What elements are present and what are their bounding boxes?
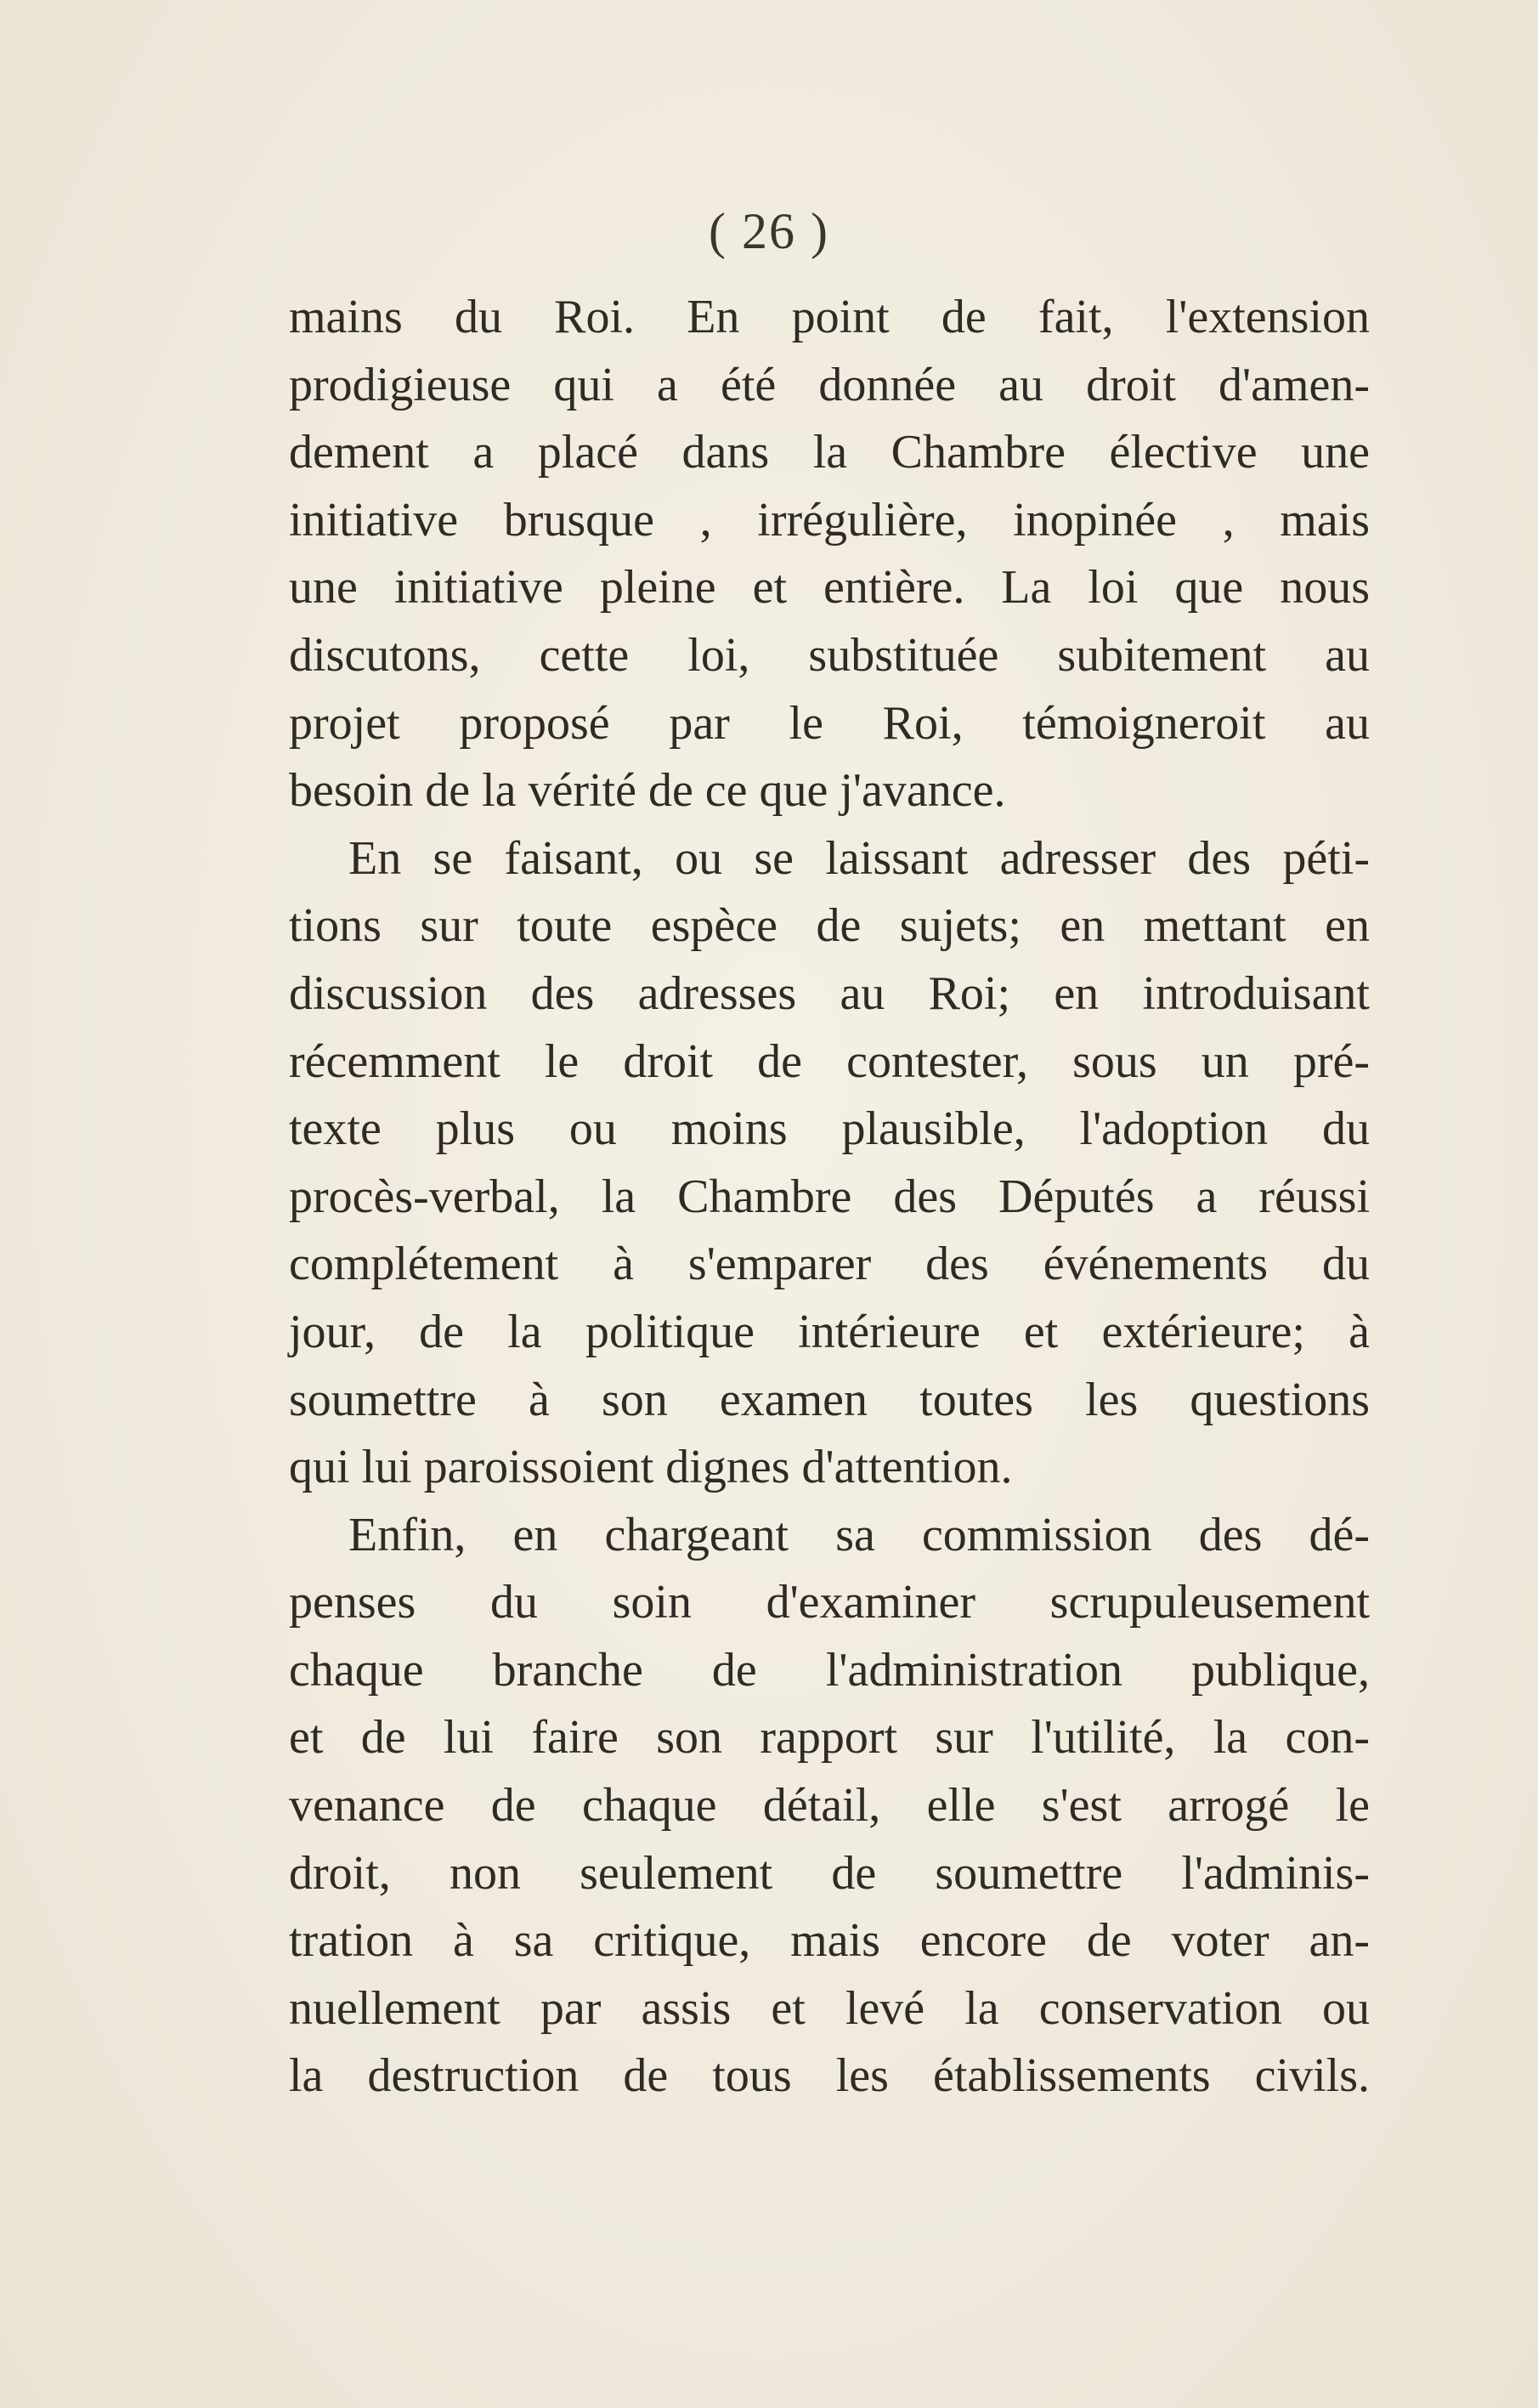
text-line: discutons, cette loi, substituée subitement au — [289, 628, 1370, 682]
text-line: venance de chaque détail, elle s'est arrogé le — [289, 1779, 1370, 1833]
text-line: projet proposé par le Roi, témoigneroit au — [289, 696, 1370, 750]
text-line: discussion des adresses au Roi; en introduisant — [289, 966, 1370, 1020]
text-line: penses du soin d'examiner scrupuleusement — [289, 1576, 1370, 1629]
text-line: chaque branche de l'administration publique, — [289, 1643, 1370, 1697]
text-line: complétement à s'emparer des événements du — [289, 1238, 1370, 1291]
text-line: procès-verbal, la Chambre des Députés a réussi — [289, 1170, 1370, 1223]
text-line: tration à sa critique, mais encore de voter an- — [289, 1914, 1370, 1968]
text-line: et de lui faire son rapport sur l'utilité, la con- — [289, 1711, 1370, 1765]
text-line: Enfin, en chargeant sa commission des dé- — [348, 1508, 1370, 1561]
text-line: En se faisant, ou se laissant adresser des péti- — [348, 831, 1370, 885]
text-line: prodigieuse qui a été donnée au droit d'amen- — [289, 358, 1370, 411]
page-number: ( 26 ) — [709, 203, 829, 259]
text-line: texte plus ou moins plausible, l'adoption du — [289, 1102, 1370, 1156]
text-line: nuellement par assis et levé la conservation ou — [289, 1981, 1370, 2035]
text-line: besoin de la vérité de ce que j'avance. — [289, 764, 1006, 818]
body-text — [289, 284, 1370, 2111]
text-line: soumettre à son examen toutes les questions — [289, 1373, 1370, 1426]
text-line: tions sur toute espèce de sujets; en mettant en — [289, 899, 1370, 953]
text-line: jour, de la politique intérieure et extérieure; à — [289, 1305, 1370, 1358]
text-line: initiative brusque , irrégulière, inopinée , mais — [289, 493, 1370, 547]
text-line: dement a placé dans la Chambre élective une — [289, 426, 1370, 479]
text-line: une initiative pleine et entière. La loi que nous — [289, 561, 1370, 615]
text-line: droit, non seulement de soumettre l'adminis- — [289, 1846, 1370, 1900]
text-line: la destruction de tous les établissements civils. — [289, 2049, 1370, 2103]
text-line: récemment le droit de contester, sous un pré- — [289, 1034, 1370, 1088]
text-line: mains du Roi. En point de fait, l'extension — [289, 291, 1370, 343]
text-line: qui lui paroissoient dignes d'attention. — [289, 1441, 1013, 1494]
